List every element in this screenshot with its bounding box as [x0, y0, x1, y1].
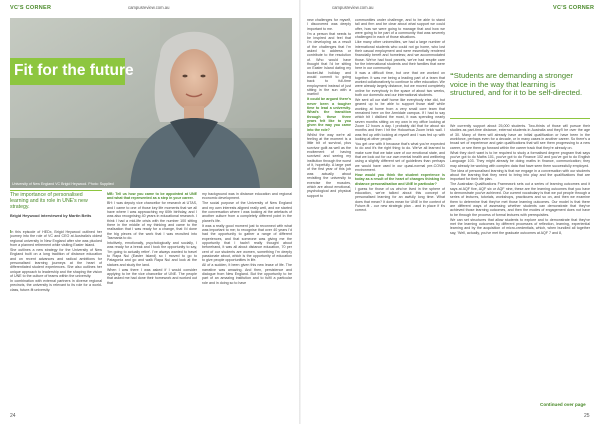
paragraph: Intuitively, emotionally, psychologically and socially, I was ready for a break and I took the opportunity to say, 'I'm going to actually retire'. I've always wanted to travel to Rapa Nui (Easter Island) so I moved to go to Patagonia and go and walk Rapa Nui and look at the statues and study the land.: [107, 240, 197, 267]
paragraph: MB: Tell us how you came to be appointed at UNE and what that represented as a step in your career.: [107, 192, 197, 201]
continued-label: Continued over page: [540, 402, 586, 407]
paragraph: The Australian Qualifications Framework sets out a series of learning outcomes and it says at AQF five, AQF six or AQF nine, these are the learning outcomes that you have to demonstrate you've achieved. Our current vocabulary is that we put people through a series of lectures, tutorials, workshops, practicums and so on, and then we examine them to determine that they've met those learning outcomes. Our model is that there are different ways of assessing whether students can demonstrate that they've achieved those learning outcomes, and then the modes of engagement does not have to be through the process of formal lectures with prerequisites.: [450, 182, 590, 217]
paragraph: It could be argued there's never been a tougher time to lead a university. What's the transition through these three years felt like to you given the way you came into the role?: [307, 97, 351, 132]
paragraph: The idea of personalised learning is that we engage in a conversation with our students about the learning that they need to bring into play and the qualifications that are important for their life plan.: [450, 168, 590, 182]
gutter: [299, 0, 301, 424]
paragraph: It was a really good moment just to reconnect with what was important to me; to recognise that over 40 years I'd had the opportunity to gather a range of different experiences, and that someone was giving me the opportunity that I hadn't really thought about beforehand, it was all about distance education, 70 per cent of our students are women, something I'm deeply passionate about, which is the opportunity of education to give people opportunities in life.: [202, 223, 292, 263]
paragraph: my background was in distance education and regional economic development.: [202, 192, 292, 201]
left-column-3: [202, 192, 292, 408]
paragraph: I'm a person that needs to be inspired and feel that I'm developing as a result of the challenges that I'm asked to address or contribute to the resolution of. Who would have thought that I'd be sitting on Easter Island dating my bucket-list holiday and would commit to going back to full-time employment instead of just sitting in the sun with a martini!: [307, 31, 351, 97]
paragraph: BH: I was deputy vice chancellor for research at UTAS, and I came to one of those key life moments that we all have where I was approaching my 60th birthday, and I was also recognising 40 years in educational research. I think I had a mid-life crisis with the number 100 sitting there in the middle of my thinking and came to the realisation that I was ready for a change, that I'd done the big pieces of the work that I was recruited into Tasmania to do.: [107, 201, 197, 241]
paragraph: When I was there I was asked if I would consider applying to be the vice chancellor of UNE. The people that asked me had done their homework and worked out that: [107, 267, 197, 285]
paragraph: What they don't want is to be required to study a formalised degree program that says you've got to do Maths 101, you've got to do Finance 102 and you've got to do English Language 103. They might already be doing maths in finance, communication; they may already be working with complex data that have seen them successfully employed.: [450, 150, 590, 168]
left-folio: 24: [10, 413, 16, 419]
standfirst-rule: [10, 190, 102, 191]
byline: Brigid Heywood interviewed by Martin Betts: [10, 213, 92, 218]
paragraph: I guess for those of us who've lived in the sphere of education, we've talked about this concept of personalised learning for an awfully long time. What does that mean? It does mean for UNE in the context of Future-fit - our new strategic plan - and in place if it's correct.: [355, 186, 445, 213]
paragraph: communities under challenge, and to be able to stand tall and firm and be clear about what support we could offer, how we were going to manage that and how we were going to be part of a community that was severely challenged in each of those situations.: [355, 18, 445, 40]
paragraph: It was a difficult time, but one that we worked on together. It was me being a leading part of a team that worked collaboratively to continue to offer education. We were already largely distance, but we moved completely online for everybody in the space of about two weeks, both our domestic and our international students.: [355, 71, 445, 98]
paragraph: We sent all our staff home like everybody else did, but geared up to be able to support those staff while working at home from a very small core team that remained here on the Armidale campus. If I had to say which bit I disliked the most, it was spending nearly seven months sitting on my own in my office looking at Zoom 12 hours a day. I probably did that for about six months and then I hit the Hokowhua Zoom brick wall. I was fed up with looking at myself and I was fed up with looking at other people.: [355, 97, 445, 142]
portrait-photo: [10, 18, 292, 188]
article-title: Fit for the future: [14, 62, 134, 79]
pull-quote-rule: [450, 118, 590, 119]
standfirst: The importance of personalised learning and its role in UNE's new strategy.: [10, 192, 88, 210]
paragraph: We currently support about 25,000 students. Two-thirds of those will pursue their studies as part-time distance, external students in Australia and they'll be over the age of 30. Many of them will already have an initial qualification or have been in the workforce, perhaps even for a decade, or in many cases in another career. So there's a broad set of experience and gain qualifications that will see them progressing to a new career, or see them go forward within the career track that they're already on.: [450, 124, 590, 150]
right-column-3: [450, 124, 590, 400]
paragraph: How would you think the student experience is today as a result of the heart of changes thinking for distance personalisation and UNE in particular?: [355, 173, 445, 186]
pull-quote-text: Students are demanding a stronger voice in the way that learning is structured, and for it to be self-directed.: [450, 71, 583, 98]
paragraph: Whilst the way we're all feeling at the moment is a little bit of survival, plus survivor guilt as well as the excitement of having survived and seeing my institution through the worst of it, hopefully. A large part of the first year of this job was actually about revisiting the university to exercise the muscles, which are about emotional, psychological and physical support to: [307, 132, 351, 198]
quote-mark-icon: “: [450, 71, 454, 80]
paragraph: new challenges for myself, I discovered was deeply important to me.: [307, 18, 351, 31]
portrait-illustration: [10, 18, 292, 188]
right-running-head: VC'S CORNER: [553, 5, 595, 11]
left-running-head: VC'S CORNER: [10, 5, 52, 11]
pull-quote: [450, 72, 590, 98]
paragraph: Like many other universities, we had a large number of international students who could not go home, who lost their casual employment and were essentially rendered financially bereft and homeless; and we accommodated those. We've had food parcels, we've had respite care for the international students and their families that were here in our community.: [355, 40, 445, 71]
left-column-2: [107, 192, 197, 408]
paragraph: We can set structures that allow students to explore and to demonstrate that they've met the learning outcomes by different processes of reflection, learning, experiential learning and by the acquisition of micro-credentials, which, when bundled all together say, 'Well, actually, you've met the graduate outcomes at AQF 7 and 8,: [450, 217, 590, 235]
right-column-2: [307, 210, 351, 408]
paragraph: In this episode of HEDx, Brigid Heywood outlined her journey into the role of VC and CEO at Australia's oldest regional university in New England after she was plucked from a planned retirement while visiting Easter Island.: [10, 230, 102, 248]
paragraph: You get one with it because that's what you're expected to do and it's the right thing to do. We've all learned to make sure that we take care of our emotional state, and that we look out for our own mental health and wellbeing using a slightly different set of guidelines than perhaps we would have used in our quasi-normal pre-COVID environment.: [355, 142, 445, 173]
left-column-1: [10, 230, 102, 408]
left-running-url: campusreview.com.au: [128, 5, 170, 10]
paragraph: All of a sudden, it been given this new lease of life. The narrative was amazing. And then, persistence and dialogue from New England. But the opportunity to be part of an amazing institution and to fulfil a particular role and in doing so to have: [202, 263, 292, 285]
photo-caption: University of New England VC Brigid Heywood. Photo: Supplied: [12, 182, 114, 186]
paragraph: She outlines a new strategy for the University of New England built on a long tradition of distance education and on recent advances and radical ambitions for personalised learning journeys at the heart of differentiated student experiences. She also outlines her unique approach to leadership and the shaping the vision of UNE to the culture of teams within the university.: [10, 247, 102, 279]
paragraph: In combination with external partners in diverse regional precincts, the university is relevant to its role for a world-class, future-fit university.: [10, 278, 102, 292]
right-running-url: campusreview.com.au: [332, 5, 374, 10]
right-folio: 25: [584, 413, 590, 419]
right-column-1: [355, 18, 445, 408]
paragraph: The social purpose of the University of New England and my own interests aligned really well, and we started the conversation where I was looking at the artefacts of another culture from a completely different point in the planet's life.: [202, 201, 292, 223]
